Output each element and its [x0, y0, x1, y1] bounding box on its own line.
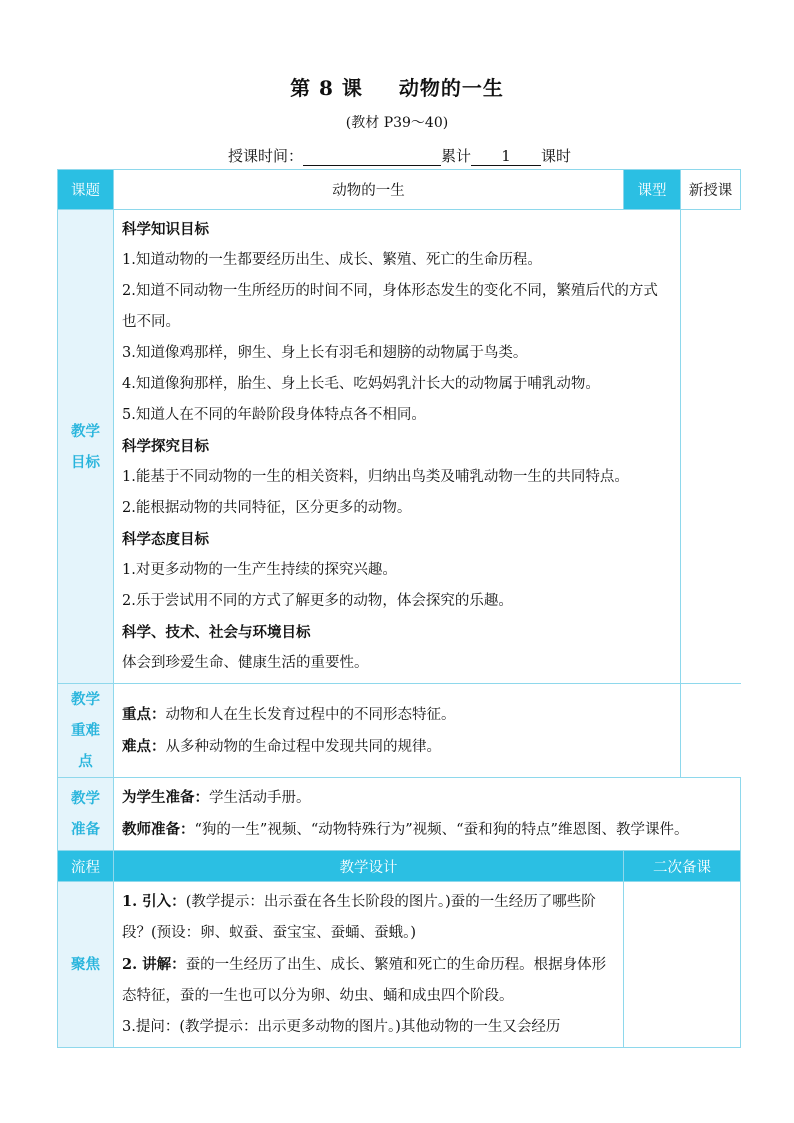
key-label: 教学 重难 点	[58, 684, 114, 778]
topic-value: 动物的一生	[114, 170, 624, 210]
focus-item-text: (教学提示：出示蚕在各生长阶段的图片。)蚕的一生经历了哪些阶段？(预设：卵、蚁蚕、蚕宝宝、蚕蛹、蚕蛾。)	[122, 894, 596, 941]
focus-item	[122, 886, 615, 949]
total-value[interactable]: 1	[471, 148, 541, 166]
goal-heading: 科学态度目标	[122, 531, 209, 548]
goal-item: 2.知道不同动物一生所经历的时间不同，身体形态发生的变化不同，繁殖后代的方式也不同。	[122, 283, 658, 330]
focus-label: 聚焦	[58, 882, 114, 1048]
goal-heading: 科学知识目标	[122, 221, 209, 238]
focus-item-text: 蚕的一生经历了出生、成长、繁殖和死亡的生命历程。根据身体形态特征，蚕的一生也可以分为卵、幼虫、蛹和成虫四个阶段。	[122, 957, 607, 1004]
textbook-pages: (教材 P39～40)	[345, 115, 449, 131]
goal-item: 1.对更多动物的一生产生持续的探究兴趣。	[122, 562, 397, 578]
total-label: 累计	[441, 147, 472, 165]
unit-label: 课时	[541, 147, 572, 165]
goal-item: 2.乐于尝试用不同的方式了解更多的动物，体会探究的乐趣。	[122, 593, 513, 609]
goals-side-cell	[681, 210, 741, 684]
goal-item: 体会到珍爱生命、健康生活的重要性。	[122, 655, 369, 671]
topic-row	[58, 170, 741, 210]
key-point-text: 动物和人在生长发育过程中的不同形态特征。	[165, 706, 456, 723]
prep-student-text: 学生活动手册。	[209, 790, 311, 806]
prep-content	[114, 778, 741, 851]
difficult-point-keyword: 难点：	[122, 737, 166, 755]
time-label: 授课时间：	[228, 147, 304, 165]
goal-item: 4.知道像狗那样，胎生、身上长毛、吃妈妈乳汁长大的动物属于哺乳动物。	[122, 376, 600, 392]
lesson-number: 第 8 课	[290, 76, 363, 100]
prep-label: 教学 准备	[58, 778, 114, 851]
goal-item: 2.能根据动物的共同特征，区分更多的动物。	[122, 500, 412, 516]
goal-item: 1.知道动物的一生都要经历出生、成长、繁殖、死亡的生命历程。	[122, 252, 542, 268]
time-line	[228, 145, 571, 166]
lesson-name: 动物的一生	[398, 76, 504, 100]
prep-row	[58, 778, 741, 851]
goal-heading: 科学探究目标	[122, 438, 209, 455]
lesson-plan-table	[57, 169, 741, 1048]
page-title	[0, 72, 794, 101]
focus-content	[114, 882, 624, 1048]
prep-student	[122, 782, 732, 814]
type-label: 课型	[624, 170, 681, 210]
prep-teacher	[122, 814, 732, 846]
goals-row	[58, 210, 741, 684]
type-value: 新授课	[681, 170, 741, 210]
key-point	[122, 699, 672, 731]
focus-item-text: 3.提问：(教学提示：出示更多动物的图片。)其他动物的一生又会经历	[122, 1019, 561, 1035]
prep-teacher-text: “狗的一生”视频、“动物特殊行为”视频、“蚕和狗的特点”维恩图、教学课件。	[194, 822, 689, 838]
difficult-point	[122, 731, 672, 763]
goal-item: 1.能基于不同动物的一生的相关资料，归纳出鸟类及哺乳动物一生的共同特点。	[122, 469, 629, 485]
key-row	[58, 684, 741, 778]
time-blank[interactable]	[303, 148, 441, 166]
key-point-keyword: 重点：	[122, 705, 166, 723]
second-prep-cell[interactable]	[624, 882, 741, 1048]
flow-label: 流程	[58, 851, 114, 882]
goals-label: 教学 目标	[58, 210, 114, 684]
focus-item	[122, 1012, 615, 1043]
focus-item-keyword: 1. 引入：	[122, 893, 186, 910]
second-prep-label: 二次备课	[624, 851, 741, 882]
focus-row	[58, 882, 741, 1048]
difficult-point-text: 从多种动物的生命过程中发现共同的规律。	[165, 738, 441, 755]
focus-item	[122, 949, 615, 1012]
goal-item: 3.知道像鸡那样，卵生、身上长有羽毛和翅膀的动物属于鸟类。	[122, 345, 528, 361]
topic-label: 课题	[58, 170, 114, 210]
key-content	[114, 684, 681, 778]
goals-content	[114, 210, 681, 684]
flow-header-row	[58, 851, 741, 882]
prep-student-keyword: 为学生准备：	[122, 789, 209, 806]
design-label: 教学设计	[114, 851, 624, 882]
prep-teacher-keyword: 教师准备：	[122, 821, 195, 838]
focus-item-keyword: 2. 讲解：	[122, 956, 186, 973]
goal-item: 5.知道人在不同的年龄阶段身体特点各不相同。	[122, 407, 426, 423]
key-side-cell	[681, 684, 741, 778]
goal-heading: 科学、技术、社会与环境目标	[122, 624, 311, 641]
